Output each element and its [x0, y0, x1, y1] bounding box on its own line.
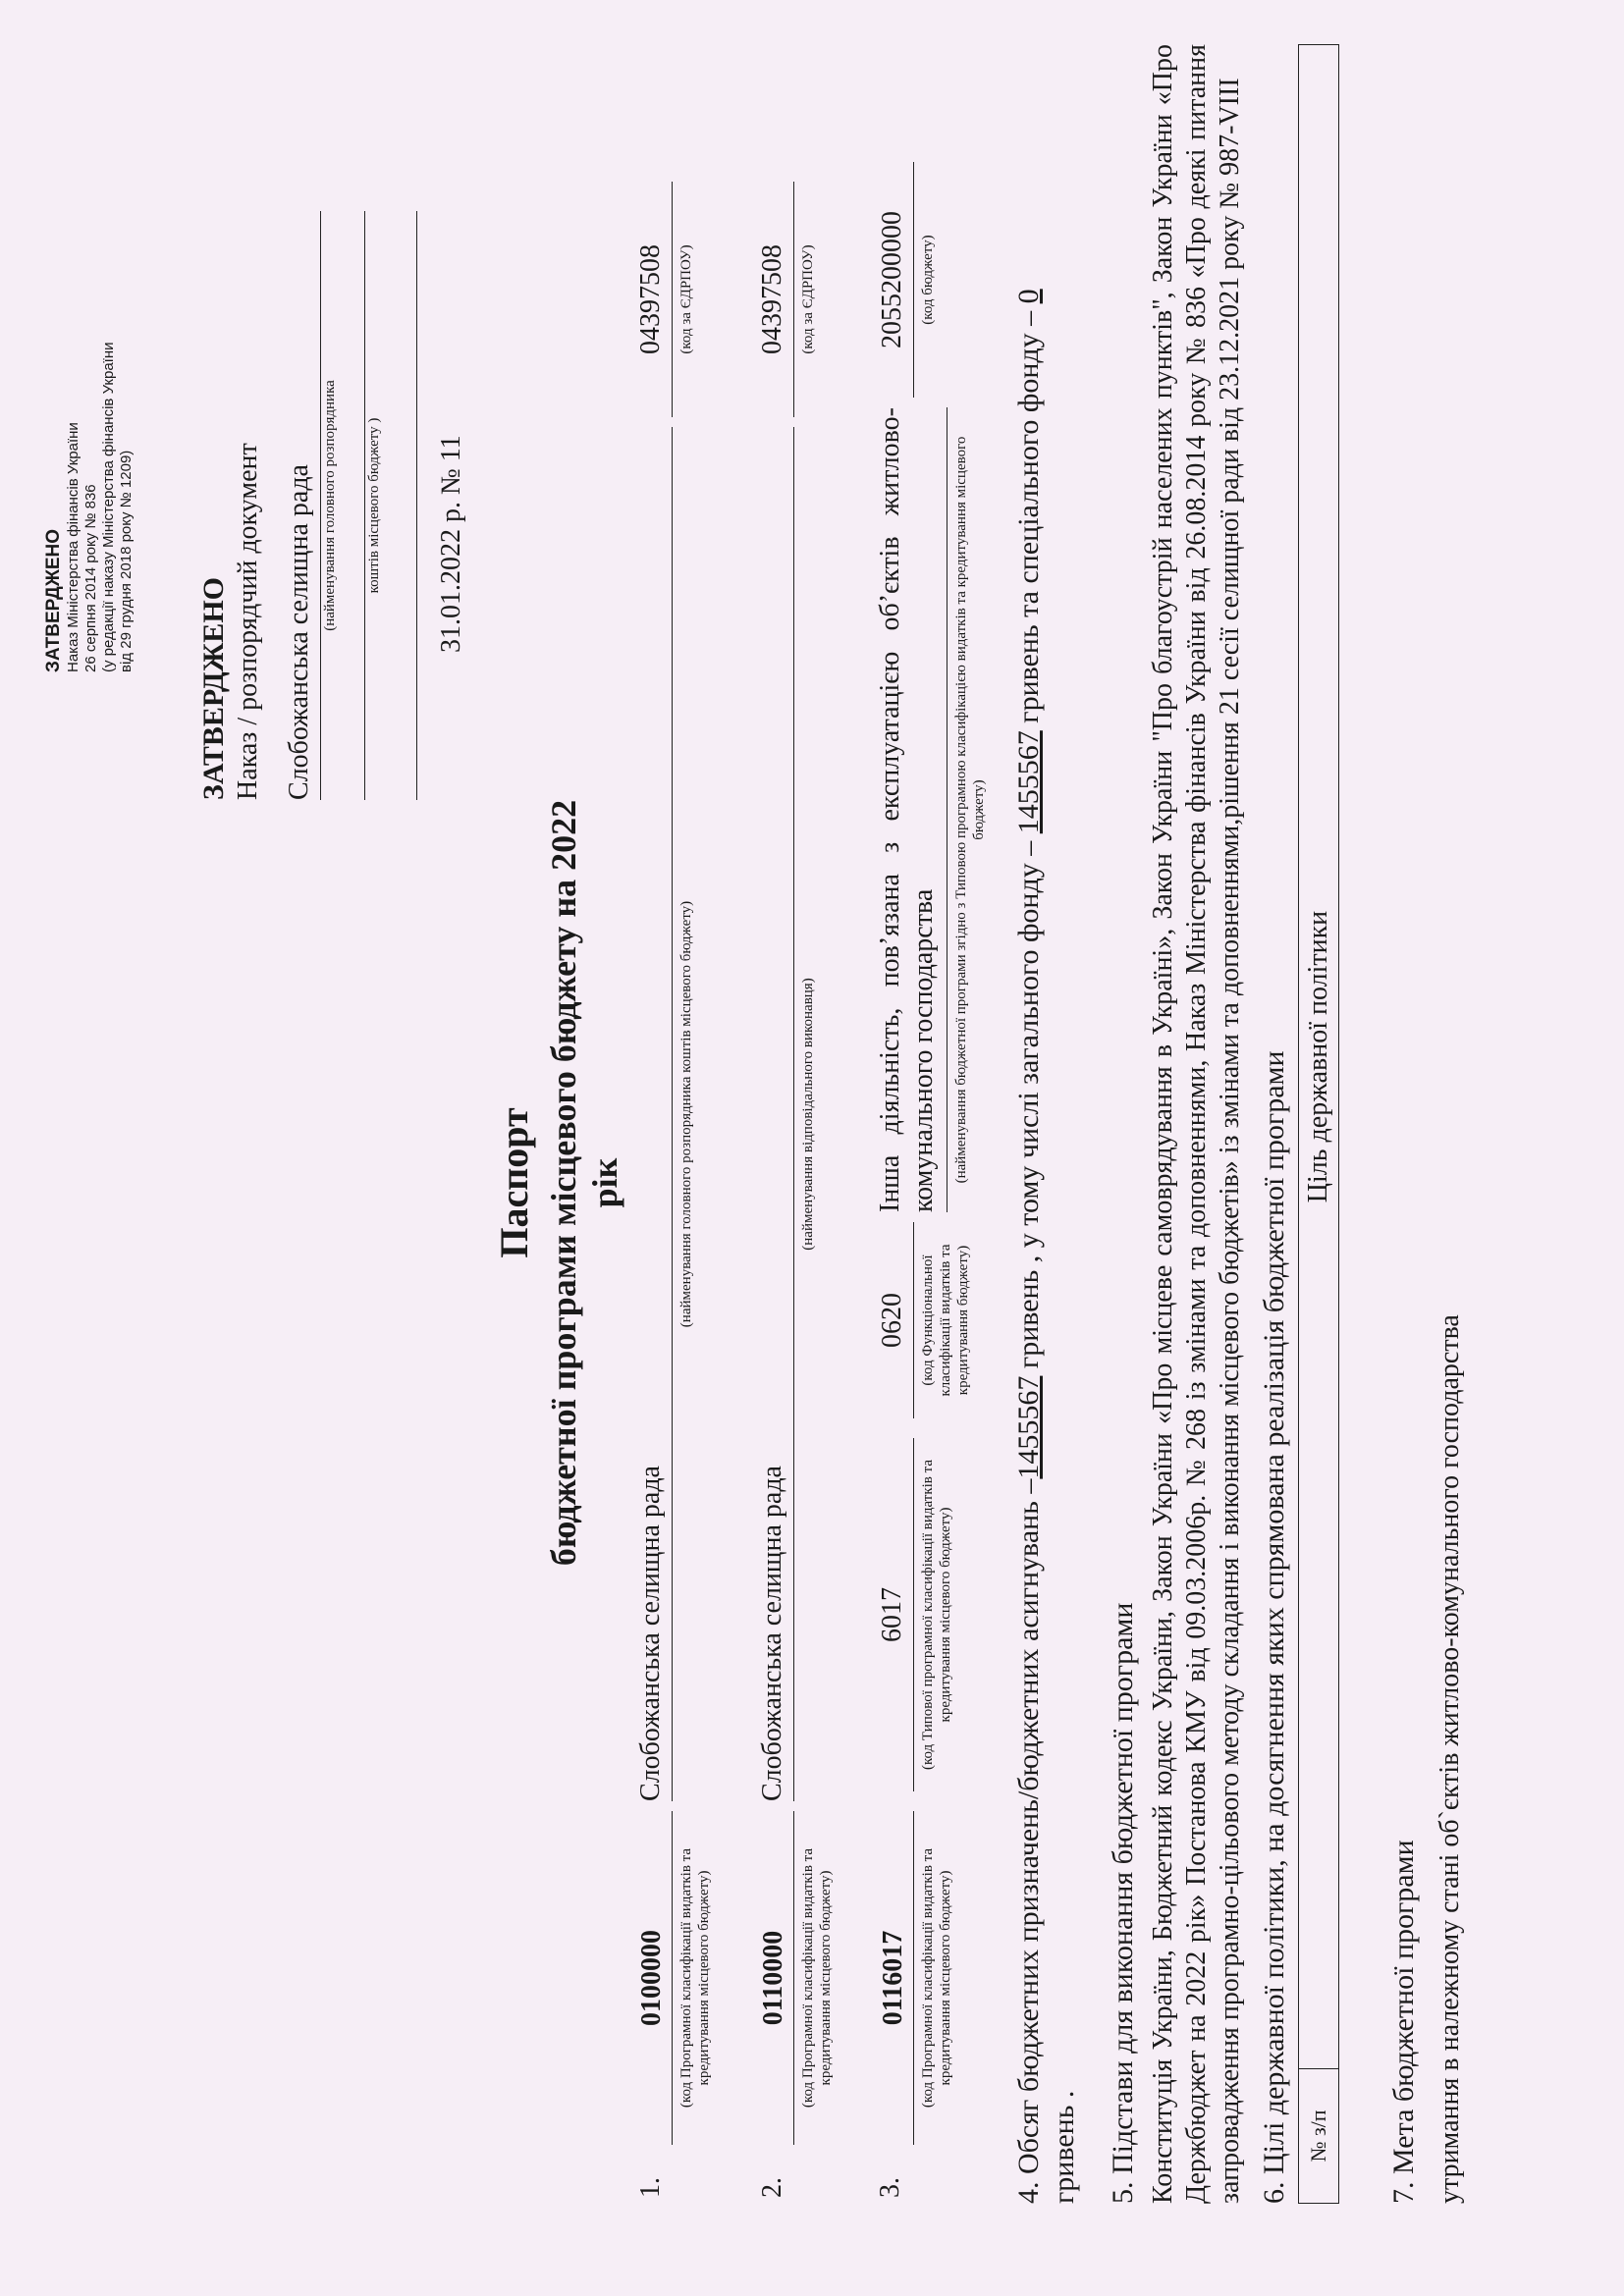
program-code: 0110000	[758, 1930, 788, 2026]
passport-page	[39, 25, 1591, 2263]
approved-caption: коштів місцевого бюджету )	[366, 417, 382, 594]
col-num-header: № з/п	[1299, 2069, 1339, 2204]
name-underline	[672, 427, 673, 1801]
name-underline	[793, 427, 794, 1801]
approval-stamp-title: ЗАТВЕРДЖЕНО	[43, 528, 64, 672]
approved-caption: (найменування головного розпорядника	[322, 380, 338, 631]
edrpou-underline	[793, 182, 794, 417]
approved-title: ЗАТВЕРДЖЕНО	[197, 577, 230, 800]
functional-code: 0620	[877, 1293, 907, 1348]
program-code: 0100000	[636, 1930, 667, 2026]
code-caption: (код Програмної класифікації видатків та кредитування місцевого бюджету)	[800, 1847, 834, 2109]
budget-volume	[1011, 44, 1082, 2204]
code-caption: (код Програмної класифікації видатків та кредитування місцевого бюджету)	[678, 1847, 712, 2109]
table-header-row	[1299, 45, 1339, 2204]
page-title: Паспорт	[492, 1107, 536, 1258]
row-number: 2.	[757, 2177, 787, 2198]
edrpou-caption: (код за ЄДРПОУ)	[800, 244, 816, 354]
row-number: 1.	[635, 2177, 666, 2198]
program-purpose-text: утримання в належному стані об`єктів житлово-комунального господарства	[1435, 1314, 1465, 2204]
executor-name: Слобожанська селищна рада	[757, 1466, 787, 1801]
policy-goals-table	[1298, 44, 1339, 2204]
budget-volume-prefix: 4. Обсяг бюджетних призначень/бюджетних асигнувань –	[1012, 1478, 1045, 2204]
code-underline	[793, 1811, 794, 2145]
approved-blank-line	[416, 211, 417, 800]
typical-code: 6017	[877, 1587, 907, 1642]
code-caption: (код Програмної класифікації видатків та кредитування місцевого бюджету)	[920, 1847, 953, 2109]
approval-stamp-line: Наказ Міністерства фінансів України	[65, 422, 81, 672]
code-underline	[672, 1811, 673, 2145]
edrpou-underline	[672, 182, 673, 417]
program-code: 0116017	[878, 1930, 908, 2026]
name-caption: (найменування головного розпорядника коштів місцевого бюджету)	[678, 900, 694, 1328]
name-caption: (найменування відповідального виконавця)	[800, 978, 816, 1251]
functional-caption: (код Функціональної класифікації видатків та кредитування бюджету)	[920, 1244, 971, 1397]
approved-org: Слобожанська селищна рада	[284, 464, 314, 800]
total-amount: 1455567	[1012, 1375, 1045, 1479]
row-number: 3.	[875, 2177, 905, 2198]
budget-underline	[913, 162, 914, 398]
section-7-title: 7. Мета бюджетної програми	[1387, 1840, 1420, 2204]
special-fund-amount: 0	[1012, 289, 1045, 304]
manager-name: Слобожанська селищна рада	[635, 1466, 666, 1801]
budget-caption: (код бюджету)	[920, 235, 936, 325]
approval-stamp-line: від 29 грудня 2018 року № 1209)	[118, 450, 135, 672]
budget-volume-text: гривень та спеціального фонду –	[1012, 303, 1045, 731]
budget-volume-suffix: гривень .	[1048, 2090, 1080, 2204]
approval-stamp-line: (у редакції наказу Міністерства фінансів України	[100, 342, 117, 672]
name-caption: (найменування бюджетної програми згідно з Типовою програмною класифікацією видатків та кредитування місцевого бюджету)	[953, 436, 987, 1184]
code-underline	[913, 1811, 914, 2145]
general-fund-amount: 1455567	[1012, 730, 1045, 834]
col-goal-header: Ціль державної політики	[1299, 45, 1339, 2069]
approval-stamp	[43, 64, 135, 672]
section-5-title: 5. Підстави для виконання бюджетної програми	[1107, 1602, 1139, 2204]
section-6-title: 6. Цілі державної політики, на досягнення яких спрямована реалізація бюджетної програми	[1258, 1050, 1290, 2204]
budget-code: 2055200000	[877, 211, 907, 348]
approved-doc-type: Наказ / розпорядчий документ	[233, 443, 263, 800]
document-header	[491, 790, 625, 1575]
budget-volume-text: гривень , у тому числі загального фонду –	[1012, 833, 1045, 1376]
edrpou-caption: (код за ЄДРПОУ)	[678, 244, 694, 354]
program-name: Інша діяльність, пов’язана з експлуатацією об’єктів житлово-комунального господарства	[875, 407, 939, 1212]
page-subtitle: бюджетної програми місцевого бюджету на 2022 рік	[544, 799, 624, 1567]
typical-underline	[913, 1438, 914, 1791]
approval-stamp-line: 26 серпня 2014 року № 836	[82, 484, 99, 672]
approved-block	[196, 211, 468, 800]
edrpou-code: 04397508	[635, 244, 666, 354]
functional-underline	[913, 1222, 914, 1418]
legal-basis-text: Конституція України, Бюджетний кодекс України, Закон України «Про місцеве самоврядування в Україні», Закон України "Про благоустрій населених пунктів", Закон України «Про Держбюджет на 2022 рік» Постанова КМУ від 09.03.2006р. № 268 із змінами та доповненнями, Наказ Міністерства фінансів України від 26.08.2014 року № 836 «Про деякі питання запровадження програмно-цільового методу складання і виконання місцевого бюджетів» із змінами та доповненнями,рішення 21 сесії селищної ради від 23.12.2021 року № 987-VIII	[1148, 44, 1245, 2204]
edrpou-code: 04397508	[757, 244, 787, 354]
approved-date-number: 31.01.2022 р. № 11	[436, 435, 466, 653]
typical-caption: (код Типової програмної класифікації видатків та кредитування місцевого бюджету)	[920, 1459, 953, 1771]
